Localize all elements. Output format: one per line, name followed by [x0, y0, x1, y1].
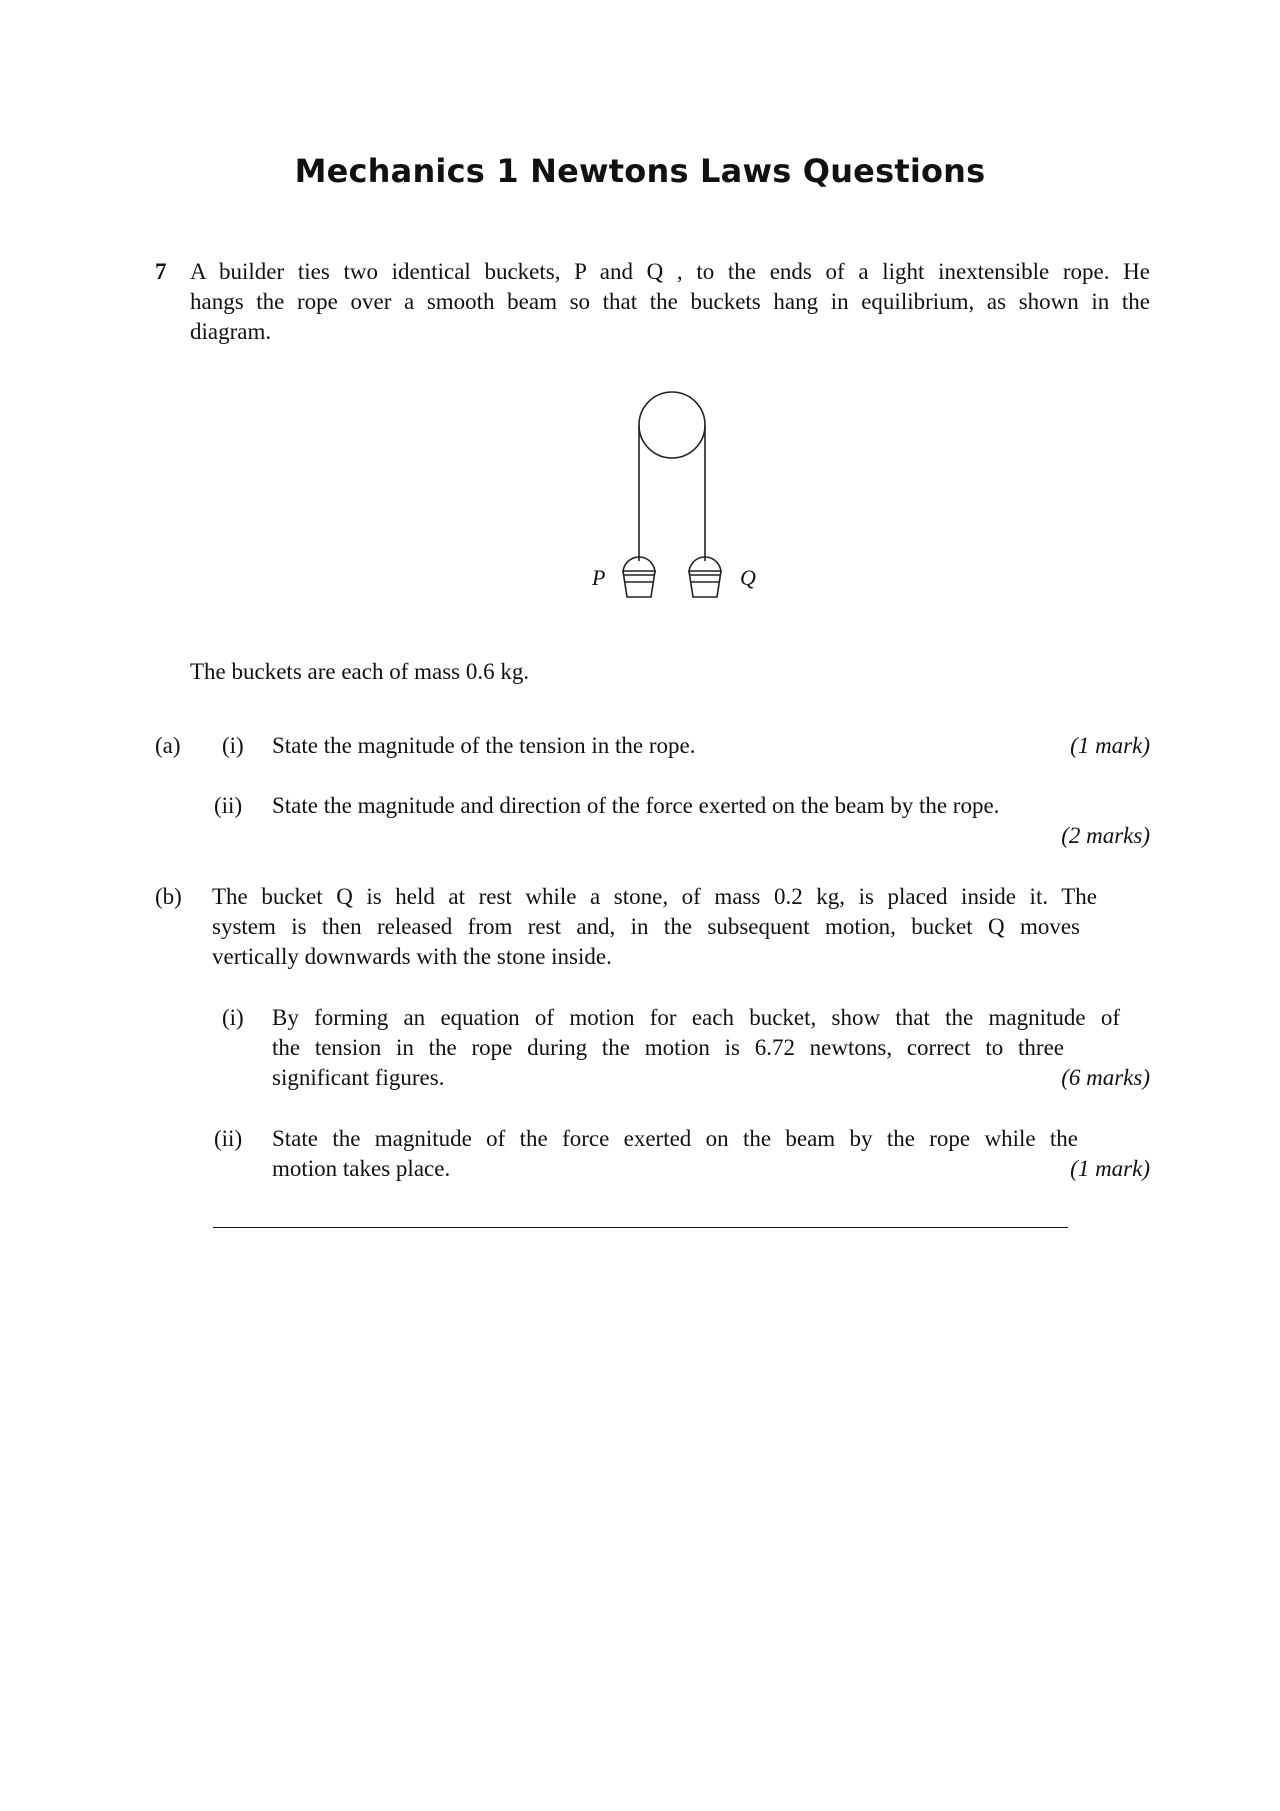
part-a-i-label: (i) — [222, 733, 244, 758]
part-b-i-marks: (6 marks) — [1061, 1065, 1150, 1090]
part-b-text — [212, 882, 1097, 972]
part-b-line-3: vertically downwards with the stone inside. — [212, 944, 612, 969]
part-b-ii-line-1: State the magnitude of the force exerted on the beam by the rope while the — [272, 1126, 1078, 1151]
stem-line-1: A builder ties two identical buckets, P and Q , to the ends of a light inextensible rope. He — [190, 259, 1150, 284]
label-p: P — [592, 565, 606, 590]
bucket-p — [623, 557, 655, 597]
part-b-i-line-3: significant figures. — [272, 1065, 445, 1090]
part-b-line-2: system is then released from rest and, in the subsequent motion, bucket Q moves — [212, 914, 1080, 939]
part-a-ii-label: (ii) — [214, 793, 243, 818]
part-b-i-label: (i) — [222, 1005, 244, 1030]
question-number: 7 — [155, 259, 167, 284]
part-b-ii-line-2: motion takes place. — [272, 1156, 451, 1181]
stem-line-2: hangs the rope over a smooth beam so that the buckets hang in equilibrium, as shown in the — [190, 289, 1150, 314]
part-a-label: (a) — [155, 733, 181, 758]
stem-line-3: diagram. — [190, 319, 272, 344]
part-a-ii-text: State the magnitude and direction of the force exerted on the beam by the rope. — [272, 793, 1000, 818]
page-title: Mechanics 1 Newtons Laws Questions — [294, 152, 986, 190]
beam-circle — [639, 392, 705, 458]
part-b-i-line-1: By forming an equation of motion for each bucket, show that the magnitude of — [272, 1005, 1120, 1030]
part-b-label: (b) — [155, 884, 182, 909]
part-a-ii-marks: (2 marks) — [1061, 823, 1150, 848]
bucket-q — [689, 557, 721, 597]
mass-statement: The buckets are each of mass 0.6 kg. — [190, 659, 530, 684]
question-stem — [190, 257, 1150, 347]
part-b-line-1: The bucket Q is held at rest while a stone, of mass 0.2 kg, is placed inside it. The — [212, 884, 1097, 909]
part-a-i-text: State the magnitude of the tension in the rope. — [272, 733, 696, 758]
part-b-ii-marks: (1 mark) — [1070, 1156, 1150, 1181]
end-rule — [213, 1227, 1068, 1228]
part-b-ii-label: (ii) — [214, 1126, 243, 1151]
part-b-i-line-2: the tension in the rope during the motion is 6.72 newtons, correct to three — [272, 1035, 1064, 1060]
part-a-i-marks: (1 mark) — [1070, 733, 1150, 758]
label-q: Q — [740, 565, 756, 590]
pulley-diagram — [580, 385, 780, 610]
